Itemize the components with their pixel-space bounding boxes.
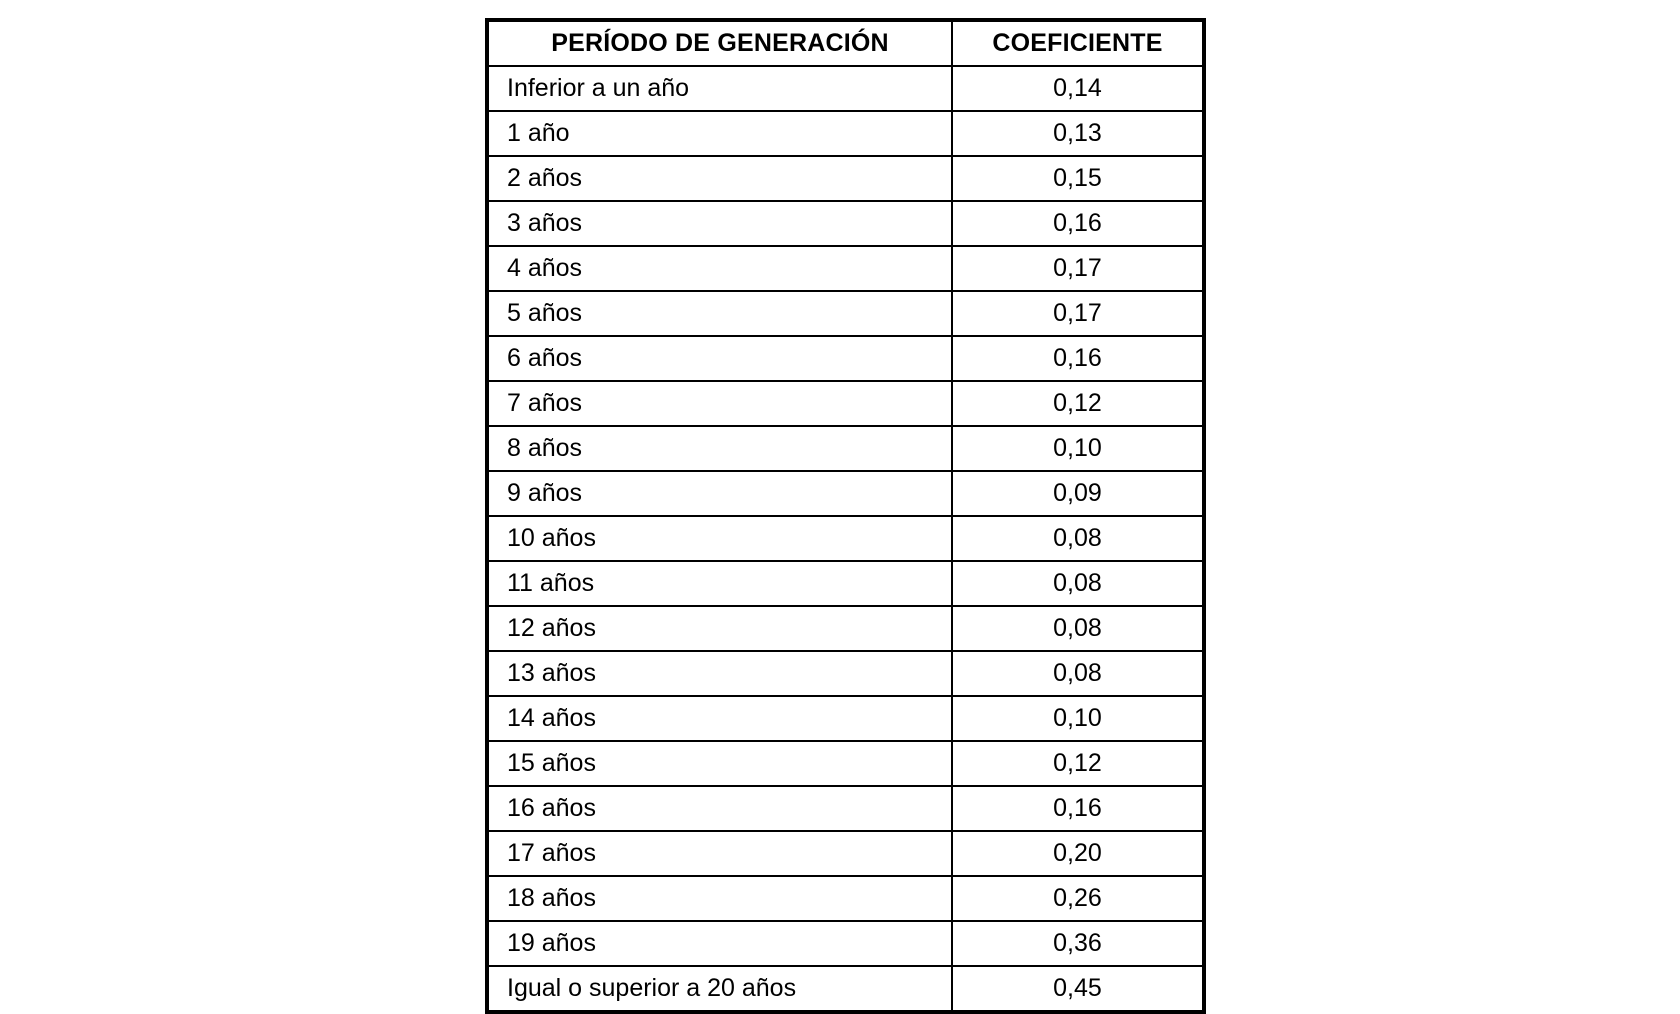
table-body bbox=[487, 66, 1204, 1012]
table-row bbox=[487, 111, 1204, 156]
table-row bbox=[487, 516, 1204, 561]
table-row bbox=[487, 156, 1204, 201]
cell-period: 19 años bbox=[487, 921, 952, 966]
cell-period: Inferior a un año bbox=[487, 66, 952, 111]
cell-period: 18 años bbox=[487, 876, 952, 921]
cell-period: 3 años bbox=[487, 201, 952, 246]
cell-coefficient: 0,20 bbox=[952, 831, 1204, 876]
cell-coefficient: 0,08 bbox=[952, 516, 1204, 561]
table-header bbox=[487, 20, 1204, 66]
table-row bbox=[487, 651, 1204, 696]
cell-period: 14 años bbox=[487, 696, 952, 741]
cell-period: 13 años bbox=[487, 651, 952, 696]
cell-coefficient: 0,17 bbox=[952, 291, 1204, 336]
cell-period: 5 años bbox=[487, 291, 952, 336]
cell-coefficient: 0,08 bbox=[952, 651, 1204, 696]
table-row bbox=[487, 336, 1204, 381]
cell-period: 12 años bbox=[487, 606, 952, 651]
coefficient-table-container bbox=[485, 18, 1202, 1014]
table-row bbox=[487, 876, 1204, 921]
column-header-period: PERÍODO DE GENERACIÓN bbox=[487, 20, 952, 66]
coefficient-table bbox=[485, 18, 1206, 1014]
table-row bbox=[487, 291, 1204, 336]
table-row bbox=[487, 561, 1204, 606]
cell-coefficient: 0,16 bbox=[952, 201, 1204, 246]
cell-coefficient: 0,15 bbox=[952, 156, 1204, 201]
cell-coefficient: 0,36 bbox=[952, 921, 1204, 966]
cell-coefficient: 0,45 bbox=[952, 966, 1204, 1012]
table-row bbox=[487, 201, 1204, 246]
cell-period: 9 años bbox=[487, 471, 952, 516]
cell-period: 1 año bbox=[487, 111, 952, 156]
table-row bbox=[487, 66, 1204, 111]
cell-coefficient: 0,14 bbox=[952, 66, 1204, 111]
table-row bbox=[487, 246, 1204, 291]
cell-coefficient: 0,08 bbox=[952, 561, 1204, 606]
table-row bbox=[487, 831, 1204, 876]
cell-period: Igual o superior a 20 años bbox=[487, 966, 952, 1012]
cell-coefficient: 0,10 bbox=[952, 426, 1204, 471]
cell-coefficient: 0,13 bbox=[952, 111, 1204, 156]
table-row bbox=[487, 381, 1204, 426]
table-row bbox=[487, 786, 1204, 831]
cell-period: 7 años bbox=[487, 381, 952, 426]
column-header-coefficient: COEFICIENTE bbox=[952, 20, 1204, 66]
cell-coefficient: 0,10 bbox=[952, 696, 1204, 741]
cell-period: 8 años bbox=[487, 426, 952, 471]
cell-period: 2 años bbox=[487, 156, 952, 201]
cell-coefficient: 0,16 bbox=[952, 786, 1204, 831]
cell-period: 11 años bbox=[487, 561, 952, 606]
table-row bbox=[487, 966, 1204, 1012]
cell-coefficient: 0,09 bbox=[952, 471, 1204, 516]
cell-coefficient: 0,26 bbox=[952, 876, 1204, 921]
table-row bbox=[487, 696, 1204, 741]
cell-coefficient: 0,17 bbox=[952, 246, 1204, 291]
cell-coefficient: 0,12 bbox=[952, 741, 1204, 786]
table-header-row bbox=[487, 20, 1204, 66]
table-row bbox=[487, 606, 1204, 651]
cell-period: 17 años bbox=[487, 831, 952, 876]
cell-period: 6 años bbox=[487, 336, 952, 381]
cell-coefficient: 0,12 bbox=[952, 381, 1204, 426]
cell-period: 16 años bbox=[487, 786, 952, 831]
table-row bbox=[487, 471, 1204, 516]
cell-period: 15 años bbox=[487, 741, 952, 786]
table-row bbox=[487, 741, 1204, 786]
table-row bbox=[487, 921, 1204, 966]
cell-period: 10 años bbox=[487, 516, 952, 561]
cell-coefficient: 0,08 bbox=[952, 606, 1204, 651]
cell-coefficient: 0,16 bbox=[952, 336, 1204, 381]
cell-period: 4 años bbox=[487, 246, 952, 291]
table-row bbox=[487, 426, 1204, 471]
